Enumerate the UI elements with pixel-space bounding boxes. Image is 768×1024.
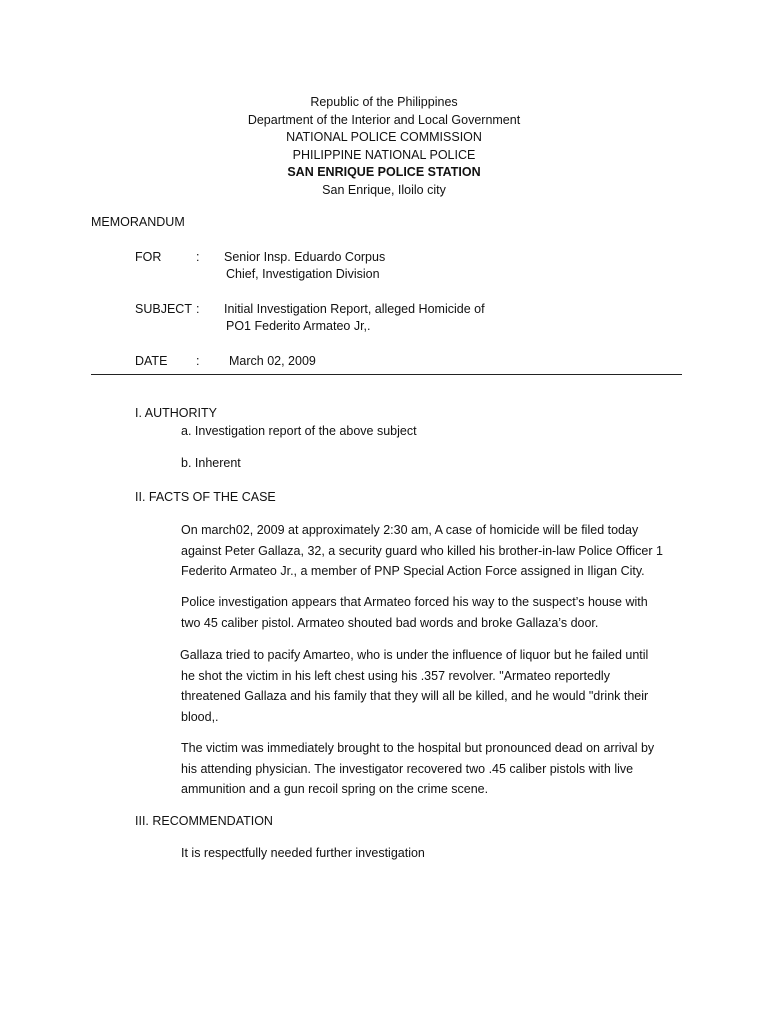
- authority-item-b: b. Inherent: [181, 456, 241, 470]
- authority-heading: I. AUTHORITY: [135, 406, 217, 420]
- subject-label: SUBJECT: [135, 302, 192, 316]
- letterhead-department: Department of the Interior and Local Government: [247, 112, 521, 127]
- letterhead-location: San Enrique, Iloilo city: [322, 182, 446, 197]
- date-value: March 02, 2009: [229, 354, 316, 368]
- facts-p4-line: ammunition and a gun recoil spring on the crime scene.: [181, 782, 489, 796]
- for-label: FOR: [135, 250, 162, 264]
- facts-p2-line: two 45 caliber pistol. Armateo shouted bad words and broke Gallaza’s door.: [181, 615, 599, 630]
- facts-paragraph-4: [181, 738, 671, 800]
- for-recipient: Senior Insp. Eduardo Corpus: [224, 250, 386, 264]
- subject-line-2: PO1 Federito Armateo Jr,.: [226, 319, 371, 333]
- letterhead-republic: Republic of the Philippines: [310, 95, 458, 109]
- facts-p3-line: threatened Gallaza and his family that they will all be killed, and he would "drink their: [181, 689, 649, 703]
- date-colon: :: [196, 354, 200, 368]
- facts-p3-line: he shot the victim in his left chest using his .357 revolver. "Armateo reportedly: [181, 668, 610, 683]
- authority-item-a: a. Investigation report of the above subject: [181, 424, 417, 438]
- header-divider: [91, 374, 682, 375]
- recommendation-text: It is respectfully needed further investigation: [181, 846, 425, 860]
- for-recipient-position: Chief, Investigation Division: [226, 267, 380, 281]
- facts-heading: II. FACTS OF THE CASE: [135, 490, 276, 504]
- subject-colon: :: [196, 302, 200, 316]
- date-label: DATE: [135, 354, 168, 368]
- letterhead-pnp: PHILIPPINE NATIONAL POLICE: [292, 147, 476, 162]
- subject-line-1: Initial Investigation Report, alleged Homicide of: [224, 302, 485, 316]
- letterhead: [0, 94, 768, 199]
- letterhead-station: SAN ENRIQUE POLICE STATION: [287, 165, 481, 179]
- memo-title: MEMORANDUM: [91, 215, 185, 229]
- facts-p3-line: blood,.: [181, 709, 219, 724]
- facts-paragraph-2: [181, 592, 671, 633]
- facts-p2-line: Police investigation appears that Armateo forced his way to the suspect’s house with: [181, 595, 648, 609]
- facts-p3-line: Gallaza tried to pacify Amarteo, who is under the influence of liquor but he failed until: [180, 648, 649, 662]
- letterhead-napolcom: NATIONAL POLICE COMMISSION: [286, 130, 482, 144]
- facts-paragraph-1: [181, 520, 671, 582]
- facts-p1-line: Federito Armateo Jr., a member of PNP Special Action Force assigned in Iligan City.: [181, 564, 645, 578]
- facts-p4-line: his attending physician. The investigator recovered two .45 caliber pistols with live: [181, 761, 634, 776]
- facts-paragraph-3: [181, 645, 671, 727]
- facts-p4-line: The victim was immediately brought to the hospital but pronounced dead on arrival by: [181, 741, 655, 755]
- facts-p1-line: against Peter Gallaza, 32, a security guard who killed his brother-in-law Police Officer 1: [181, 543, 663, 558]
- recommendation-heading: III. RECOMMENDATION: [135, 814, 273, 828]
- facts-p1-line: On march02, 2009 at approximately 2:30 am, A case of homicide will be filed today: [181, 523, 639, 537]
- for-colon: :: [196, 250, 200, 264]
